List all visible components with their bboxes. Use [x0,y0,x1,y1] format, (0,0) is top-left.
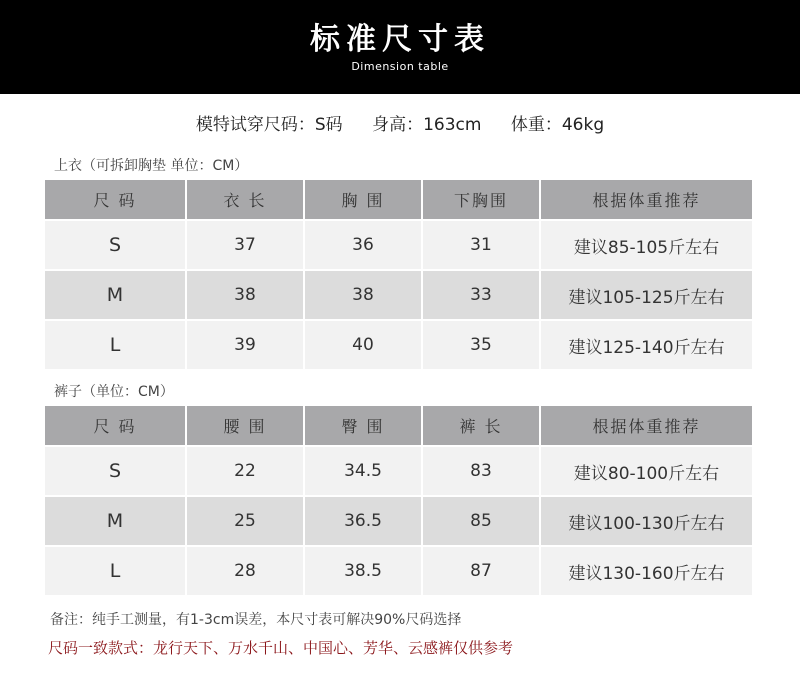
measurement-note: 备注：纯手工测量，有1-3cm误差，本尺寸表可解决90%尺码选择 [50,612,462,628]
recommendation-cell: 建议80-100斤左右 [541,445,752,495]
column-header: 胸 围 [305,180,423,219]
top-size-table [45,180,752,369]
table-row [45,319,752,369]
brand-size-note: 尺码一致款式：龙行天下、万水千山、中国心、芳华、云感裤仅供参考 [48,639,514,657]
table-cell: 87 [423,545,541,595]
model-weight: 体重：46kg [510,115,605,135]
table-cell: 38 [187,269,305,319]
column-header: 尺 码 [45,406,187,445]
table-cell: 22 [187,445,305,495]
pants-size-table [45,406,752,595]
table-row [45,269,752,319]
size-cell: M [45,495,187,545]
column-header: 根据体重推荐 [541,180,752,219]
size-cell: S [45,219,187,269]
size-cell: L [45,545,187,595]
table-row [45,495,752,545]
column-header: 裤 长 [423,406,541,445]
table-cell: 34.5 [305,445,423,495]
pants-table-title: 裤子（单位：CM） [54,384,174,400]
table-cell: 28 [187,545,305,595]
column-header: 臀 围 [305,406,423,445]
recommendation-cell: 建议125-140斤左右 [541,319,752,369]
page-subtitle: Dimension table [351,60,449,73]
table-header-row [45,406,752,445]
table-cell: 38.5 [305,545,423,595]
recommendation-cell: 建议100-130斤左右 [541,495,752,545]
model-info [0,110,800,135]
size-cell: L [45,319,187,369]
header-banner [0,0,800,94]
table-cell: 39 [187,319,305,369]
table-cell: 36 [305,219,423,269]
recommendation-cell: 建议105-125斤左右 [541,269,752,319]
size-cell: M [45,269,187,319]
table-cell: 36.5 [305,495,423,545]
column-header: 腰 围 [187,406,305,445]
column-header: 下胸围 [423,180,541,219]
table-header-row [45,180,752,219]
top-table-title: 上衣（可拆卸胸垫 单位：CM） [54,158,249,174]
column-header: 尺 码 [45,180,187,219]
recommendation-cell: 建议130-160斤左右 [541,545,752,595]
table-cell: 25 [187,495,305,545]
model-size: 模特试穿尺码：S码 [195,115,343,135]
size-cell: S [45,445,187,495]
table-cell: 85 [423,495,541,545]
recommendation-cell: 建议85-105斤左右 [541,219,752,269]
model-height: 身高：163cm [372,115,482,135]
table-cell: 38 [305,269,423,319]
page-title: 标准尺寸表 [310,22,490,57]
table-row [45,445,752,495]
table-cell: 37 [187,219,305,269]
table-cell: 35 [423,319,541,369]
table-cell: 33 [423,269,541,319]
column-header: 根据体重推荐 [541,406,752,445]
table-cell: 40 [305,319,423,369]
table-cell: 31 [423,219,541,269]
column-header: 衣 长 [187,180,305,219]
table-cell: 83 [423,445,541,495]
table-row [45,545,752,595]
table-row [45,219,752,269]
